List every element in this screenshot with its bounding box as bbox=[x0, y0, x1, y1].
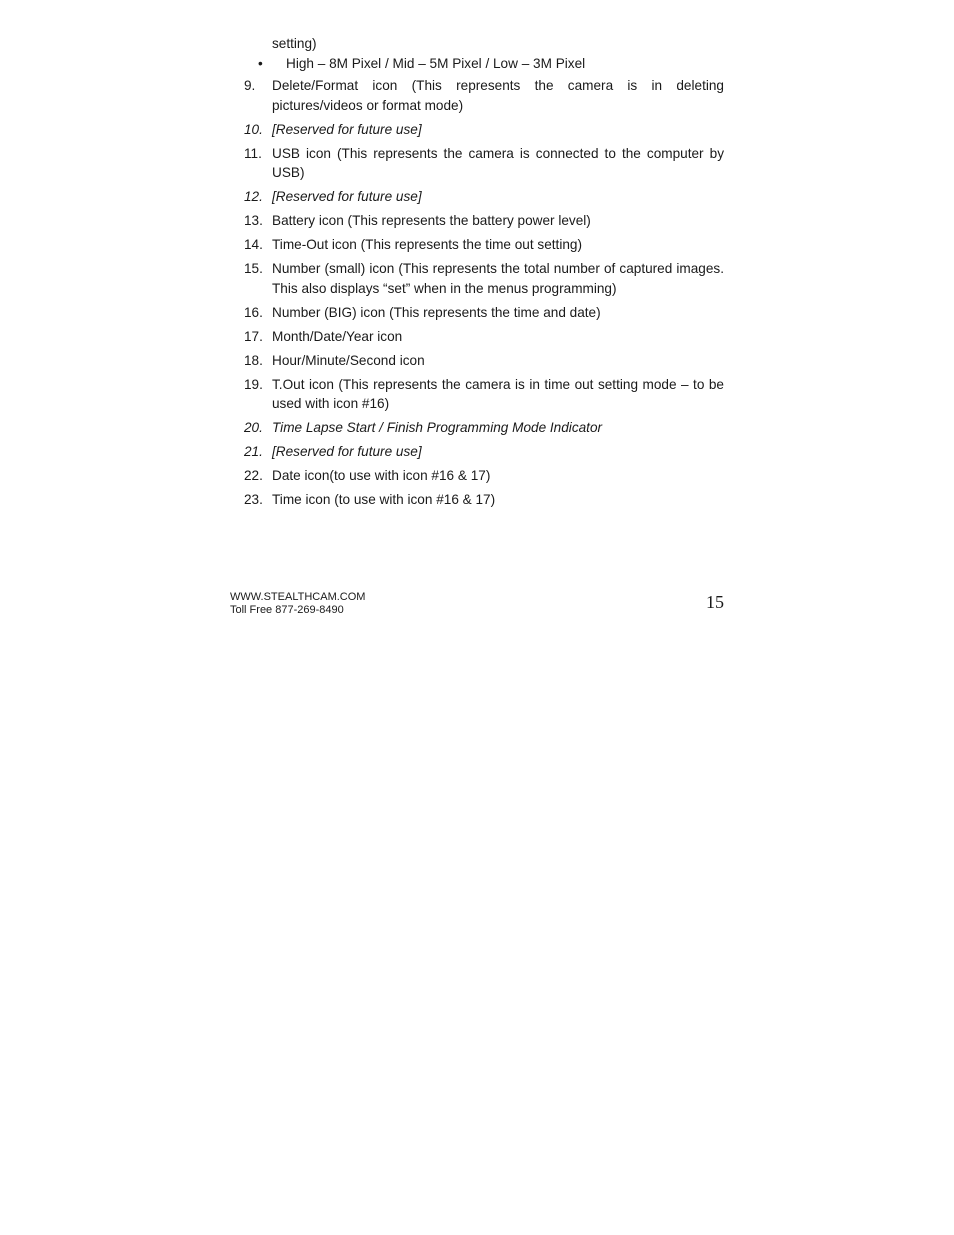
list-item-21 bbox=[244, 442, 724, 462]
list-item-15 bbox=[244, 259, 724, 298]
item-text: Time icon (to use with icon #16 & 17) bbox=[272, 492, 496, 507]
item-text: USB icon (This represents the camera is connected to the computer by USB) bbox=[272, 145, 724, 180]
item-text: [Reserved for future use] bbox=[272, 189, 422, 204]
resolution-bullet bbox=[244, 54, 724, 74]
item-text: Month/Date/Year icon bbox=[272, 328, 403, 344]
item-text: Time-Out icon (This represents the time out setting) bbox=[272, 237, 583, 252]
item-number: 17. bbox=[244, 328, 263, 344]
list-item-16 bbox=[244, 303, 724, 323]
list-item-10 bbox=[244, 120, 724, 140]
item-text: Number (small) icon (This represents the total number of captured images. This also displays “set” when in the menus programming) bbox=[272, 261, 724, 296]
list-item-18 bbox=[244, 351, 724, 371]
item-number: 19. bbox=[244, 376, 263, 392]
item-text: [Reserved for future use] bbox=[272, 121, 422, 137]
item-text: Delete/Format icon (This represents the camera is in deleting pictures/videos or format mode) bbox=[272, 78, 724, 113]
item-number: 18. bbox=[244, 352, 263, 368]
footer-contact bbox=[230, 591, 365, 616]
item-text: Time Lapse Start / Finish Programming Mode Indicator bbox=[272, 420, 603, 435]
continuation-text: setting) bbox=[272, 36, 317, 51]
item-number: 9. bbox=[244, 78, 256, 93]
list-item-12 bbox=[244, 187, 724, 207]
item-text: Hour/Minute/Second icon bbox=[272, 352, 425, 368]
bullet-text: High – 8M Pixel / Mid – 5M Pixel / Low – 3M Pixel bbox=[286, 55, 586, 71]
item-number: 23. bbox=[244, 492, 263, 507]
item-text: Number (BIG) icon (This represents the time and date) bbox=[272, 304, 601, 320]
item-number: 21. bbox=[244, 444, 263, 459]
item-number: 22. bbox=[244, 468, 263, 483]
list-item-9 bbox=[244, 76, 724, 115]
list-item-22 bbox=[244, 466, 724, 486]
bullet-icon: • bbox=[258, 55, 263, 71]
item-number: 16. bbox=[244, 304, 263, 320]
page-number: 15 bbox=[706, 592, 724, 612]
item-number: 11. bbox=[244, 145, 262, 161]
item-number: 10. bbox=[244, 121, 263, 137]
item-number: 13. bbox=[244, 213, 263, 228]
list-item-23 bbox=[244, 490, 724, 510]
list-item-17 bbox=[244, 327, 724, 347]
item-text: Date icon(to use with icon #16 & 17) bbox=[272, 468, 491, 483]
item-text: [Reserved for future use] bbox=[272, 444, 422, 459]
list-item-11 bbox=[244, 144, 724, 183]
item-text: T.Out icon (This represents the camera is in time out setting mode – to be used with icon #16) bbox=[272, 376, 724, 411]
list-item-14 bbox=[244, 235, 724, 255]
list-item-20 bbox=[244, 418, 724, 438]
footer-website: WWW.STEALTHCAM.COM bbox=[230, 591, 366, 603]
item-text: Battery icon (This represents the battery power level) bbox=[272, 213, 591, 228]
footer-phone: Toll Free 877-269-8490 bbox=[230, 603, 344, 616]
list-item-19 bbox=[244, 375, 724, 414]
item-number: 12. bbox=[244, 189, 263, 204]
item-number: 14. bbox=[244, 237, 263, 252]
item-number: 15. bbox=[244, 261, 263, 276]
document-body bbox=[244, 34, 724, 514]
item-number: 20. bbox=[244, 420, 263, 435]
list-item-13 bbox=[244, 211, 724, 231]
